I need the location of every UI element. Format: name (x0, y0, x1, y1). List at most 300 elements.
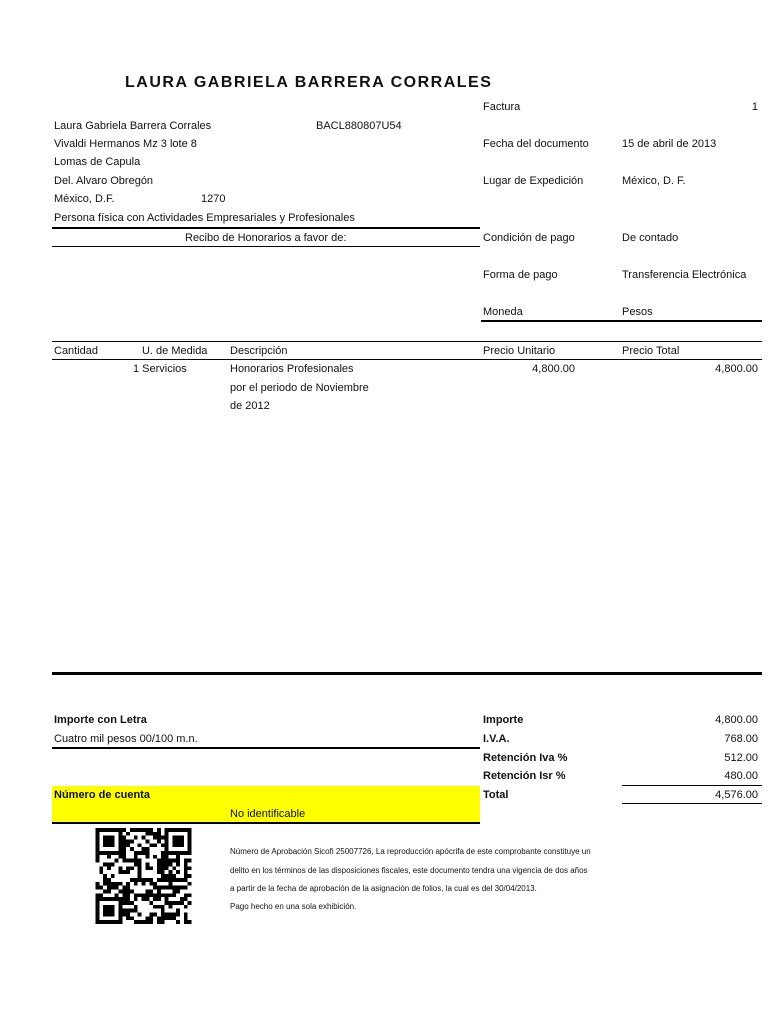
qr-module (111, 920, 115, 924)
qr-module (180, 878, 184, 882)
qr-module (161, 916, 165, 920)
qr-module (149, 882, 153, 886)
qr-module (176, 855, 180, 859)
divider (52, 246, 480, 247)
qr-module (145, 847, 149, 851)
qr-module (188, 832, 192, 836)
qr-module (119, 889, 123, 893)
qr-module (119, 847, 123, 851)
qr-module (126, 901, 130, 905)
qr-module (115, 882, 119, 886)
qr-module (161, 863, 165, 867)
qr-module (184, 905, 188, 909)
qr-module (142, 893, 146, 897)
qr-module (126, 866, 130, 870)
qr-module (96, 843, 100, 847)
fecha-label: Fecha del documento (483, 138, 589, 150)
qr-module (111, 909, 115, 913)
qr-module (96, 886, 100, 890)
qr-module (107, 851, 111, 855)
qr-module (149, 901, 153, 905)
qr-module (165, 836, 169, 840)
qr-module (165, 847, 169, 851)
qr-module (138, 866, 142, 870)
account-value: No identificable (230, 808, 306, 820)
qr-module (161, 851, 165, 855)
qr-module (126, 889, 130, 893)
qr-module (107, 909, 111, 913)
qr-module (188, 920, 192, 924)
qr-module (103, 889, 107, 893)
qr-module (119, 843, 123, 847)
qr-module (130, 859, 134, 863)
qr-module (165, 886, 169, 890)
qr-module (119, 901, 123, 905)
qr-module (188, 882, 192, 886)
qr-module (168, 912, 172, 916)
qr-module (145, 840, 149, 844)
qr-module (103, 878, 107, 882)
qr-module (119, 866, 123, 870)
qr-module (165, 843, 169, 847)
qr-module (161, 920, 165, 924)
qr-module (157, 893, 161, 897)
qr-module (134, 851, 138, 855)
qr-module (99, 920, 103, 924)
amount-words-value: Cuatro mil pesos 00/100 m.n. (54, 733, 198, 745)
qr-module (119, 855, 123, 859)
qr-module (165, 851, 169, 855)
qr-module (157, 878, 161, 882)
qr-module (107, 912, 111, 916)
qr-module (111, 886, 115, 890)
qr-module (111, 843, 115, 847)
qr-module (145, 866, 149, 870)
qr-module (165, 859, 169, 863)
divider (622, 785, 762, 786)
qr-module (161, 855, 165, 859)
qr-module (168, 870, 172, 874)
qr-module (172, 889, 176, 893)
importe-value: 4,800.00 (715, 714, 758, 726)
qr-module (99, 866, 103, 870)
qr-module (130, 889, 134, 893)
qr-module (176, 912, 180, 916)
qr-module (157, 916, 161, 920)
qr-module (145, 893, 149, 897)
qr-module (188, 893, 192, 897)
legal-text-line: Número de Aprobación Sicofi 25007726, La reproducción apócrifa de este comprobante constituye un (230, 847, 591, 856)
qr-module (142, 878, 146, 882)
qr-module (157, 889, 161, 893)
qr-module (130, 828, 134, 832)
qr-module (111, 882, 115, 886)
qr-module (138, 870, 142, 874)
qr-module (157, 828, 161, 832)
qr-module (126, 859, 130, 863)
iva-value: 768.00 (724, 733, 758, 745)
moneda-label: Moneda (483, 306, 523, 318)
qr-module (122, 840, 126, 844)
qr-module (96, 897, 100, 901)
legal-text-line: delito en los términos de las disposiciones fiscales, este documento tendra una vigencia de dos años (230, 866, 588, 875)
qr-module (115, 851, 119, 855)
qr-module (168, 893, 172, 897)
qr-module (115, 893, 119, 897)
qr-module (130, 901, 134, 905)
qr-module (168, 901, 172, 905)
qr-module (122, 859, 126, 863)
qr-module (103, 828, 107, 832)
qr-module (130, 909, 134, 913)
qr-module (188, 840, 192, 844)
qr-module (130, 847, 134, 851)
col-header-unidad: U. de Medida (142, 345, 208, 357)
qr-module (122, 843, 126, 847)
qr-module (126, 897, 130, 901)
issuer-zip: 1270 (201, 193, 226, 205)
qr-module (99, 828, 103, 832)
qr-module (168, 863, 172, 867)
qr-module (107, 828, 111, 832)
qr-module (119, 870, 123, 874)
qr-module (103, 905, 107, 909)
qr-module (157, 840, 161, 844)
qr-module (111, 874, 115, 878)
qr-module (96, 859, 100, 863)
qr-module (122, 870, 126, 874)
qr-module (122, 851, 126, 855)
qr-module (149, 843, 153, 847)
qr-module (103, 909, 107, 913)
qr-module (161, 909, 165, 913)
qr-module (142, 828, 146, 832)
row-descripcion: por el periodo de Noviembre (230, 382, 369, 394)
qr-module (180, 886, 184, 890)
qr-module (96, 909, 100, 913)
qr-module (96, 847, 100, 851)
lugar-label: Lugar de Expedición (483, 175, 584, 187)
qr-module (176, 920, 180, 924)
qr-module (180, 840, 184, 844)
qr-module (134, 863, 138, 867)
qr-module (142, 836, 146, 840)
qr-module (165, 832, 169, 836)
qr-module (176, 863, 180, 867)
qr-module (111, 905, 115, 909)
qr-module (168, 905, 172, 909)
qr-module (111, 836, 115, 840)
col-header-precio-unitario: Precio Unitario (483, 345, 556, 357)
qr-module (180, 843, 184, 847)
qr-module (134, 893, 138, 897)
qr-module (119, 905, 123, 909)
qr-module (149, 828, 153, 832)
qr-module (165, 912, 169, 916)
qr-module (184, 897, 188, 901)
qr-module (172, 886, 176, 890)
qr-module (172, 878, 176, 882)
qr-module (138, 893, 142, 897)
qr-module (165, 878, 169, 882)
factura-value: 1 (751, 101, 758, 113)
qr-module (157, 886, 161, 890)
qr-module (168, 886, 172, 890)
qr-module (184, 886, 188, 890)
row-descripcion: Honorarios Profesionales (230, 363, 354, 375)
qr-module (184, 874, 188, 878)
qr-module (107, 855, 111, 859)
importe-label: Importe (483, 714, 524, 726)
qr-module (165, 916, 169, 920)
qr-module (165, 893, 169, 897)
qr-module (138, 912, 142, 916)
qr-module (176, 909, 180, 913)
qr-module (188, 874, 192, 878)
qr-module (119, 832, 123, 836)
qr-module (157, 897, 161, 901)
qr-module (96, 840, 100, 844)
legal-text-line: a partir de la fecha de aprobación de la asignación de folios, la cual es del 30/04/2013. (230, 884, 537, 893)
qr-module (119, 851, 123, 855)
qr-module (161, 874, 165, 878)
qr-module (96, 905, 100, 909)
qr-module (157, 920, 161, 924)
issuer-colonia: Lomas de Capula (54, 156, 141, 168)
qr-module (176, 870, 180, 874)
qr-module (184, 866, 188, 870)
qr-module (157, 832, 161, 836)
qr-module (165, 866, 169, 870)
qr-module (149, 912, 153, 916)
qr-module (176, 886, 180, 890)
qr-module (153, 893, 157, 897)
forma-value: Transferencia Electrónica (622, 269, 747, 281)
col-header-descripcion: Descripción (230, 345, 288, 357)
qr-module (107, 836, 111, 840)
ret-iva-label: Retención Iva % (483, 752, 568, 764)
qr-module (180, 851, 184, 855)
qr-module (145, 828, 149, 832)
qr-module (145, 920, 149, 924)
qr-module (180, 828, 184, 832)
qr-module (165, 897, 169, 901)
qr-module (161, 866, 165, 870)
qr-module (119, 882, 123, 886)
qr-module (176, 840, 180, 844)
qr-module (130, 878, 134, 882)
qr-module (184, 859, 188, 863)
qr-module (111, 828, 115, 832)
qr-module (126, 916, 130, 920)
qr-module (130, 866, 134, 870)
qr-module (145, 863, 149, 867)
qr-module (138, 828, 142, 832)
qr-module (119, 840, 123, 844)
qr-module (122, 912, 126, 916)
qr-module (149, 889, 153, 893)
qr-module (153, 905, 157, 909)
row-precio-unitario: 4,800.00 (532, 363, 575, 375)
qr-module (153, 897, 157, 901)
qr-module (119, 909, 123, 913)
qr-module (99, 870, 103, 874)
qr-module (161, 843, 165, 847)
qr-module (184, 912, 188, 916)
qr-module (188, 866, 192, 870)
account-label: Número de cuenta (54, 789, 150, 801)
qr-module (172, 874, 176, 878)
divider (52, 747, 480, 749)
qr-module (176, 843, 180, 847)
qr-module (145, 916, 149, 920)
qr-module (103, 836, 107, 840)
qr-module (122, 847, 126, 851)
qr-module (161, 886, 165, 890)
qr-module (134, 855, 138, 859)
qr-module (138, 863, 142, 867)
qr-module (184, 828, 188, 832)
qr-module (96, 832, 100, 836)
qr-module (184, 878, 188, 882)
qr-module (126, 870, 130, 874)
qr-module (188, 859, 192, 863)
qr-module (107, 882, 111, 886)
qr-module (126, 840, 130, 844)
qr-module (161, 878, 165, 882)
qr-module (107, 843, 111, 847)
col-header-precio-total: Precio Total (622, 345, 680, 357)
qr-module (96, 855, 100, 859)
qr-module (111, 851, 115, 855)
qr-module (172, 912, 176, 916)
qr-module (176, 901, 180, 905)
ret-isr-label: Retención Isr % (483, 770, 566, 782)
condicion-value: De contado (622, 232, 679, 244)
row-cantidad-unidad: 1 Servicios (133, 363, 187, 375)
qr-module (161, 893, 165, 897)
qr-module (122, 886, 126, 890)
qr-module (161, 836, 165, 840)
qr-module (126, 832, 130, 836)
qr-module (165, 855, 169, 859)
qr-module (180, 897, 184, 901)
qr-module (130, 916, 134, 920)
qr-module (111, 863, 115, 867)
qr-module (134, 828, 138, 832)
qr-module (99, 893, 103, 897)
forma-label: Forma de pago (483, 269, 558, 281)
qr-module (115, 897, 119, 901)
qr-module (180, 836, 184, 840)
qr-module (153, 855, 157, 859)
qr-module (157, 870, 161, 874)
qr-module (172, 843, 176, 847)
qr-module (172, 851, 176, 855)
qr-module (188, 847, 192, 851)
row-descripcion: de 2012 (230, 400, 270, 412)
total-value: 4,576.00 (715, 789, 758, 801)
table-bottom-line (52, 672, 762, 675)
qr-module (119, 916, 123, 920)
qr-module (99, 851, 103, 855)
qr-module (103, 882, 107, 886)
ret-iva-value: 512.00 (724, 752, 758, 764)
qr-module (149, 893, 153, 897)
qr-module (157, 836, 161, 840)
qr-module (126, 909, 130, 913)
qr-code-icon (92, 828, 195, 924)
qr-module (119, 912, 123, 916)
qr-module (165, 901, 169, 905)
qr-module (165, 863, 169, 867)
qr-module (103, 843, 107, 847)
qr-module (122, 909, 126, 913)
qr-module (138, 920, 142, 924)
qr-module (172, 828, 176, 832)
qr-module (149, 916, 153, 920)
qr-module (188, 901, 192, 905)
issuer-regime: Persona física con Actividades Empresariales y Profesionales (54, 212, 355, 224)
qr-module (168, 916, 172, 920)
qr-module (138, 859, 142, 863)
qr-module (126, 843, 130, 847)
qr-module (107, 920, 111, 924)
receipt-label: Recibo de Honorarios a favor de: (185, 232, 347, 244)
qr-module (172, 893, 176, 897)
qr-module (142, 920, 146, 924)
qr-module (153, 886, 157, 890)
divider (52, 227, 480, 229)
factura-label: Factura (483, 101, 521, 113)
qr-module (161, 870, 165, 874)
qr-module (103, 912, 107, 916)
qr-module (99, 897, 103, 901)
amount-words-label: Importe con Letra (54, 714, 147, 726)
qr-module (184, 920, 188, 924)
moneda-value: Pesos (622, 306, 653, 318)
table-top-line (52, 341, 762, 342)
qr-module (168, 859, 172, 863)
qr-module (145, 832, 149, 836)
qr-module (172, 836, 176, 840)
issuer-name: Laura Gabriela Barrera Corrales (54, 120, 212, 132)
row-precio-total: 4,800.00 (715, 363, 758, 375)
qr-module (161, 905, 165, 909)
qr-module (157, 866, 161, 870)
qr-module (103, 840, 107, 844)
total-label: Total (483, 789, 509, 801)
qr-module (115, 859, 119, 863)
qr-module (96, 882, 100, 886)
qr-module (153, 832, 157, 836)
qr-module (122, 828, 126, 832)
qr-module (165, 874, 169, 878)
qr-module (138, 874, 142, 878)
qr-module (153, 882, 157, 886)
qr-module (176, 836, 180, 840)
qr-module (138, 843, 142, 847)
qr-module (96, 901, 100, 905)
qr-module (168, 874, 172, 878)
qr-module (96, 916, 100, 920)
qr-module (99, 886, 103, 890)
qr-module (165, 828, 169, 832)
qr-module (126, 886, 130, 890)
issuer-delegacion: Del. Alvaro Obregón (54, 175, 154, 187)
qr-module (111, 912, 115, 916)
qr-module (111, 840, 115, 844)
